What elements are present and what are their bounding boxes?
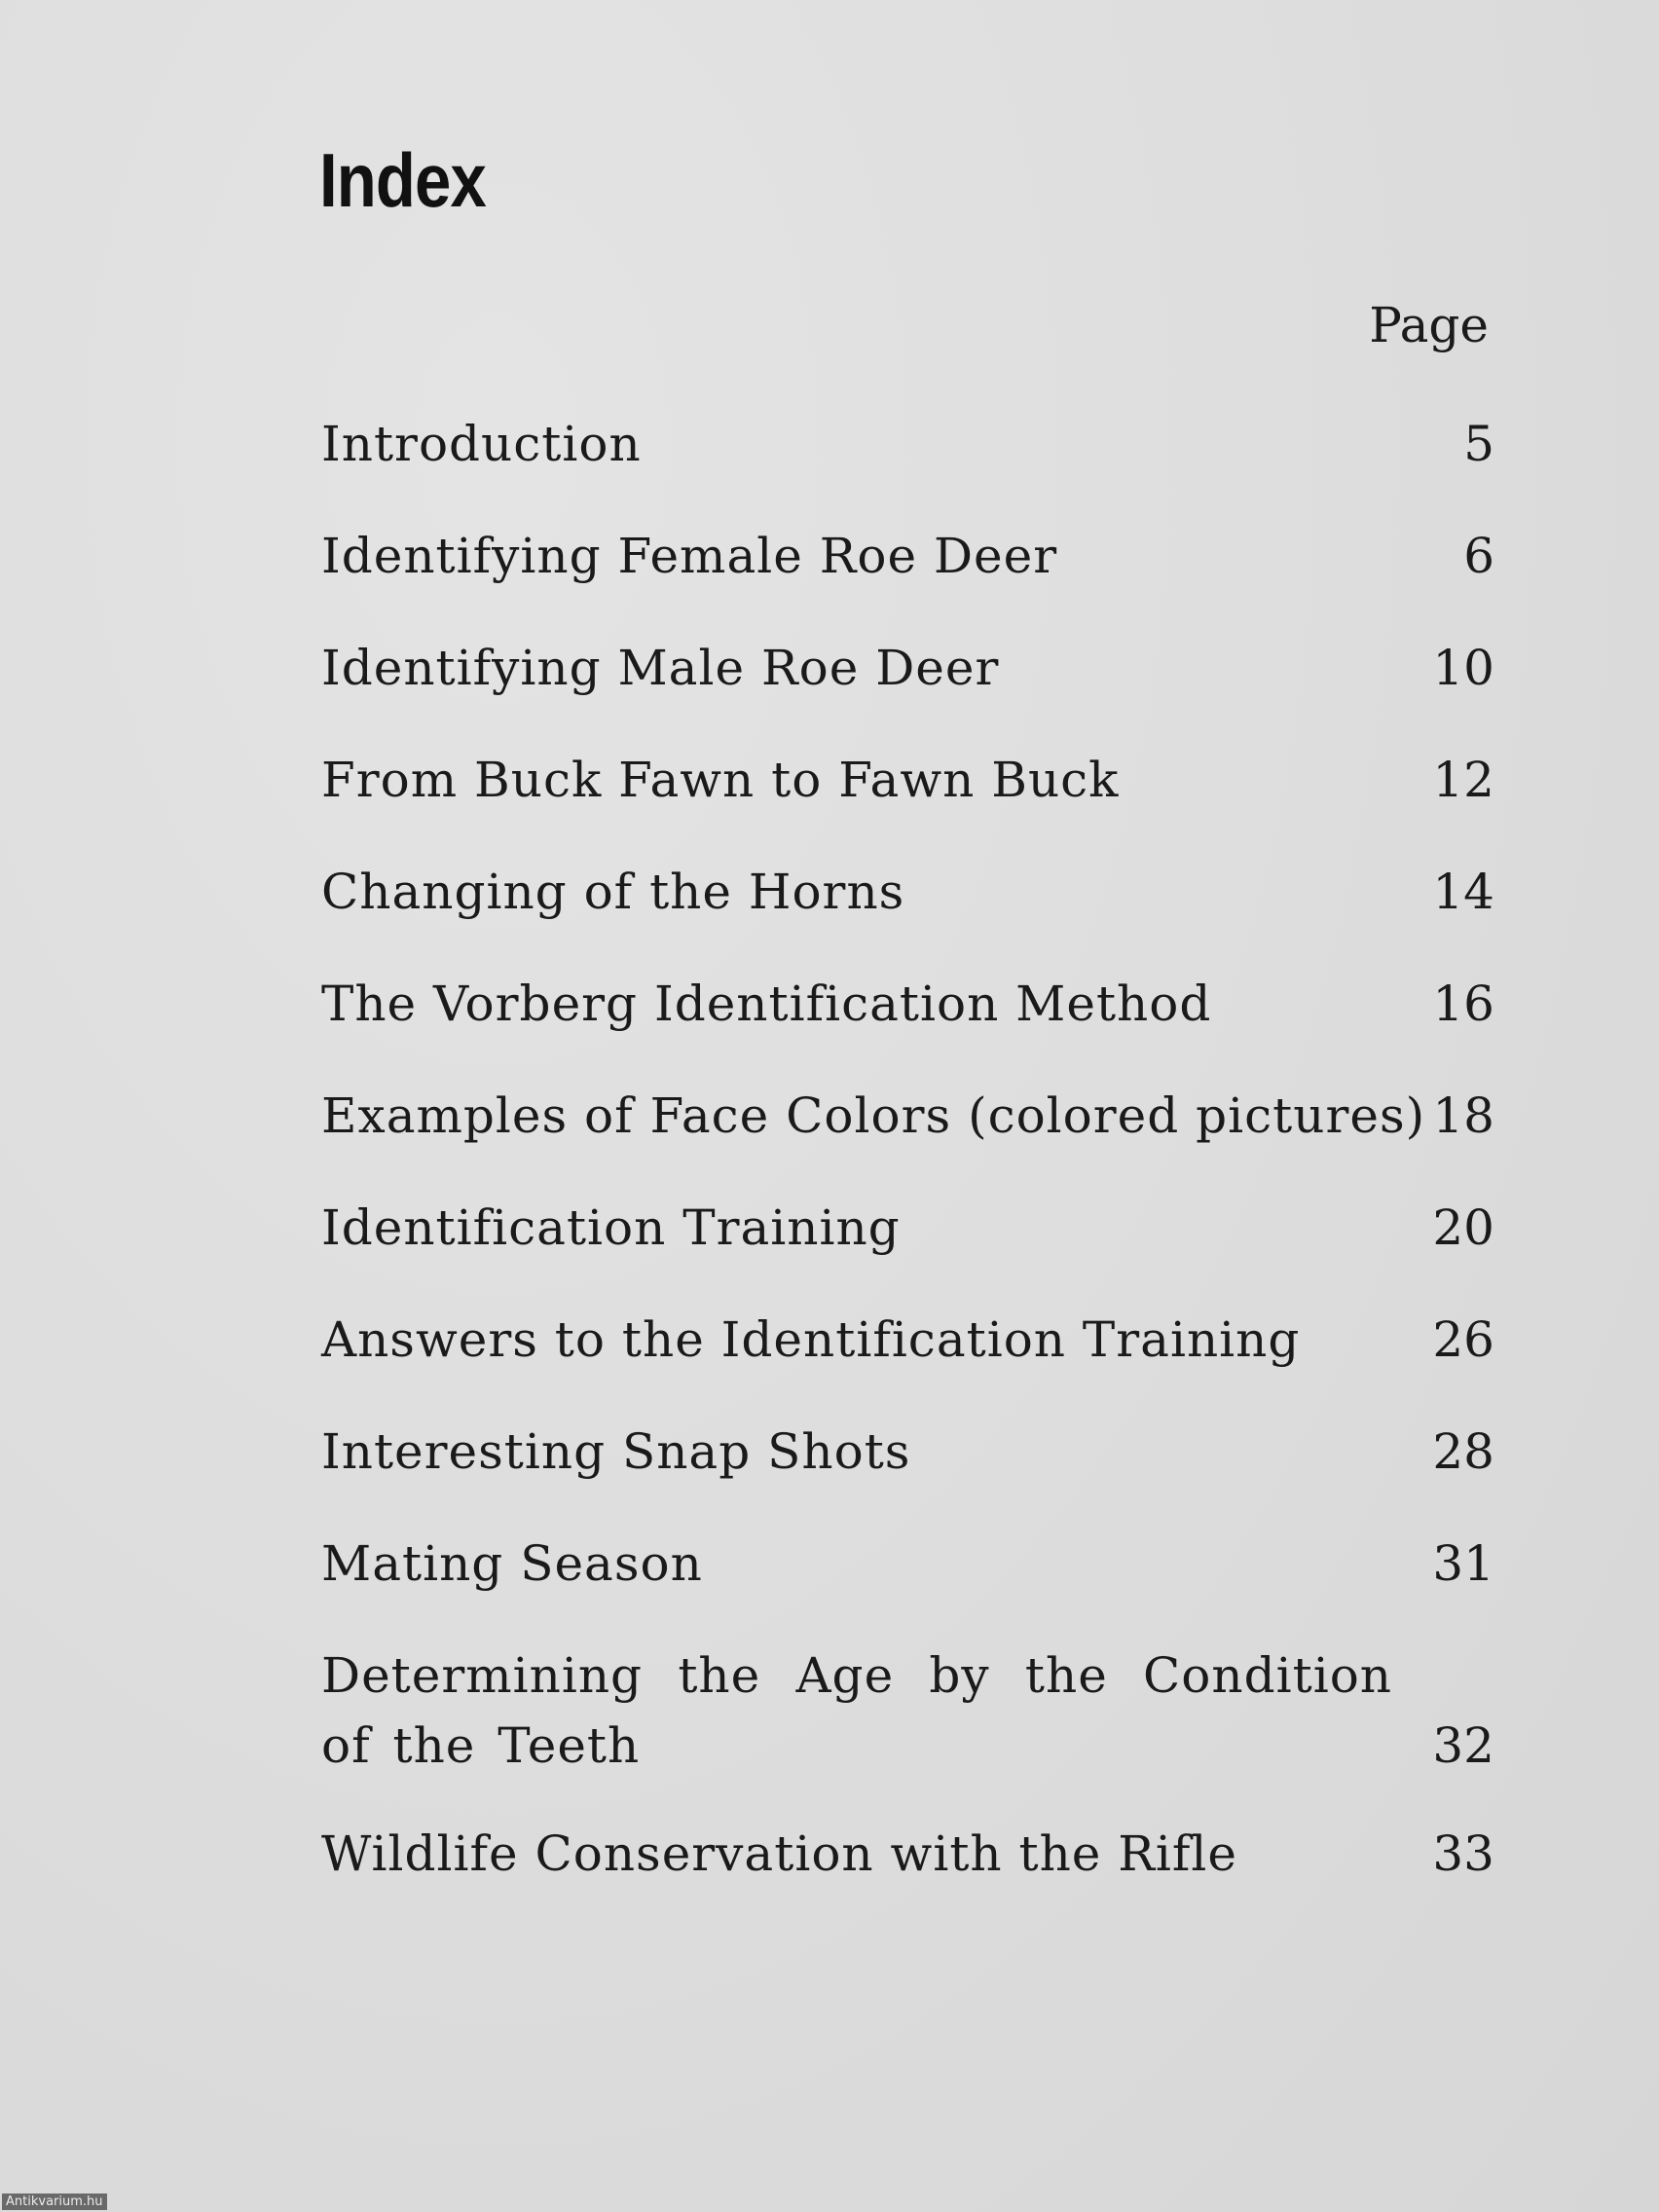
entry-page-number: 26: [1432, 1311, 1494, 1368]
entry-title: Identifying Female Roe Deer: [321, 528, 1058, 584]
entry-title: Interesting Snap Shots: [321, 1423, 911, 1480]
entry-page-number: 5: [1463, 416, 1494, 472]
entry-title: From Buck Fawn to Fawn Buck: [321, 752, 1120, 808]
entry-title: Answers to the Identification Training: [321, 1311, 1301, 1368]
entry-page-number: 14: [1432, 864, 1494, 920]
entry-page-number: 31: [1432, 1535, 1494, 1592]
entry-title: Examples of Face Colors (colored pictures): [321, 1088, 1426, 1144]
index-entry: [321, 1641, 1494, 1781]
entry-title: Changing of the Horns: [321, 864, 905, 920]
entry-page-number: 20: [1432, 1199, 1494, 1256]
entry-page-number: 6: [1463, 528, 1494, 584]
entry-page-number: 12: [1432, 752, 1494, 808]
source-watermark: Antikvarium.hu: [2, 2194, 107, 2210]
entry-page-number: 10: [1432, 640, 1494, 696]
entry-page-number: 18: [1432, 1088, 1494, 1144]
entry-page-number: 32: [1432, 1717, 1494, 1774]
entry-title: Mating Season: [321, 1535, 703, 1592]
entry-title: Introduction: [321, 416, 642, 472]
page-column-header: Page: [1369, 297, 1489, 353]
entry-title: Wildlife Conservation with the Rifle: [321, 1825, 1238, 1882]
entry-title: Identifying Male Roe Deer: [321, 640, 1000, 696]
entry-title: Identification Training: [321, 1199, 901, 1256]
entry-page-number: 28: [1432, 1423, 1494, 1480]
entry-page-number: 16: [1432, 976, 1494, 1032]
index-title: Index: [319, 137, 486, 223]
entry-title: Determining the Age by the Condition of the Teeth: [321, 1647, 1392, 1774]
entry-page-number: 33: [1432, 1825, 1494, 1882]
entry-title: The Vorberg Identification Method: [321, 976, 1212, 1032]
